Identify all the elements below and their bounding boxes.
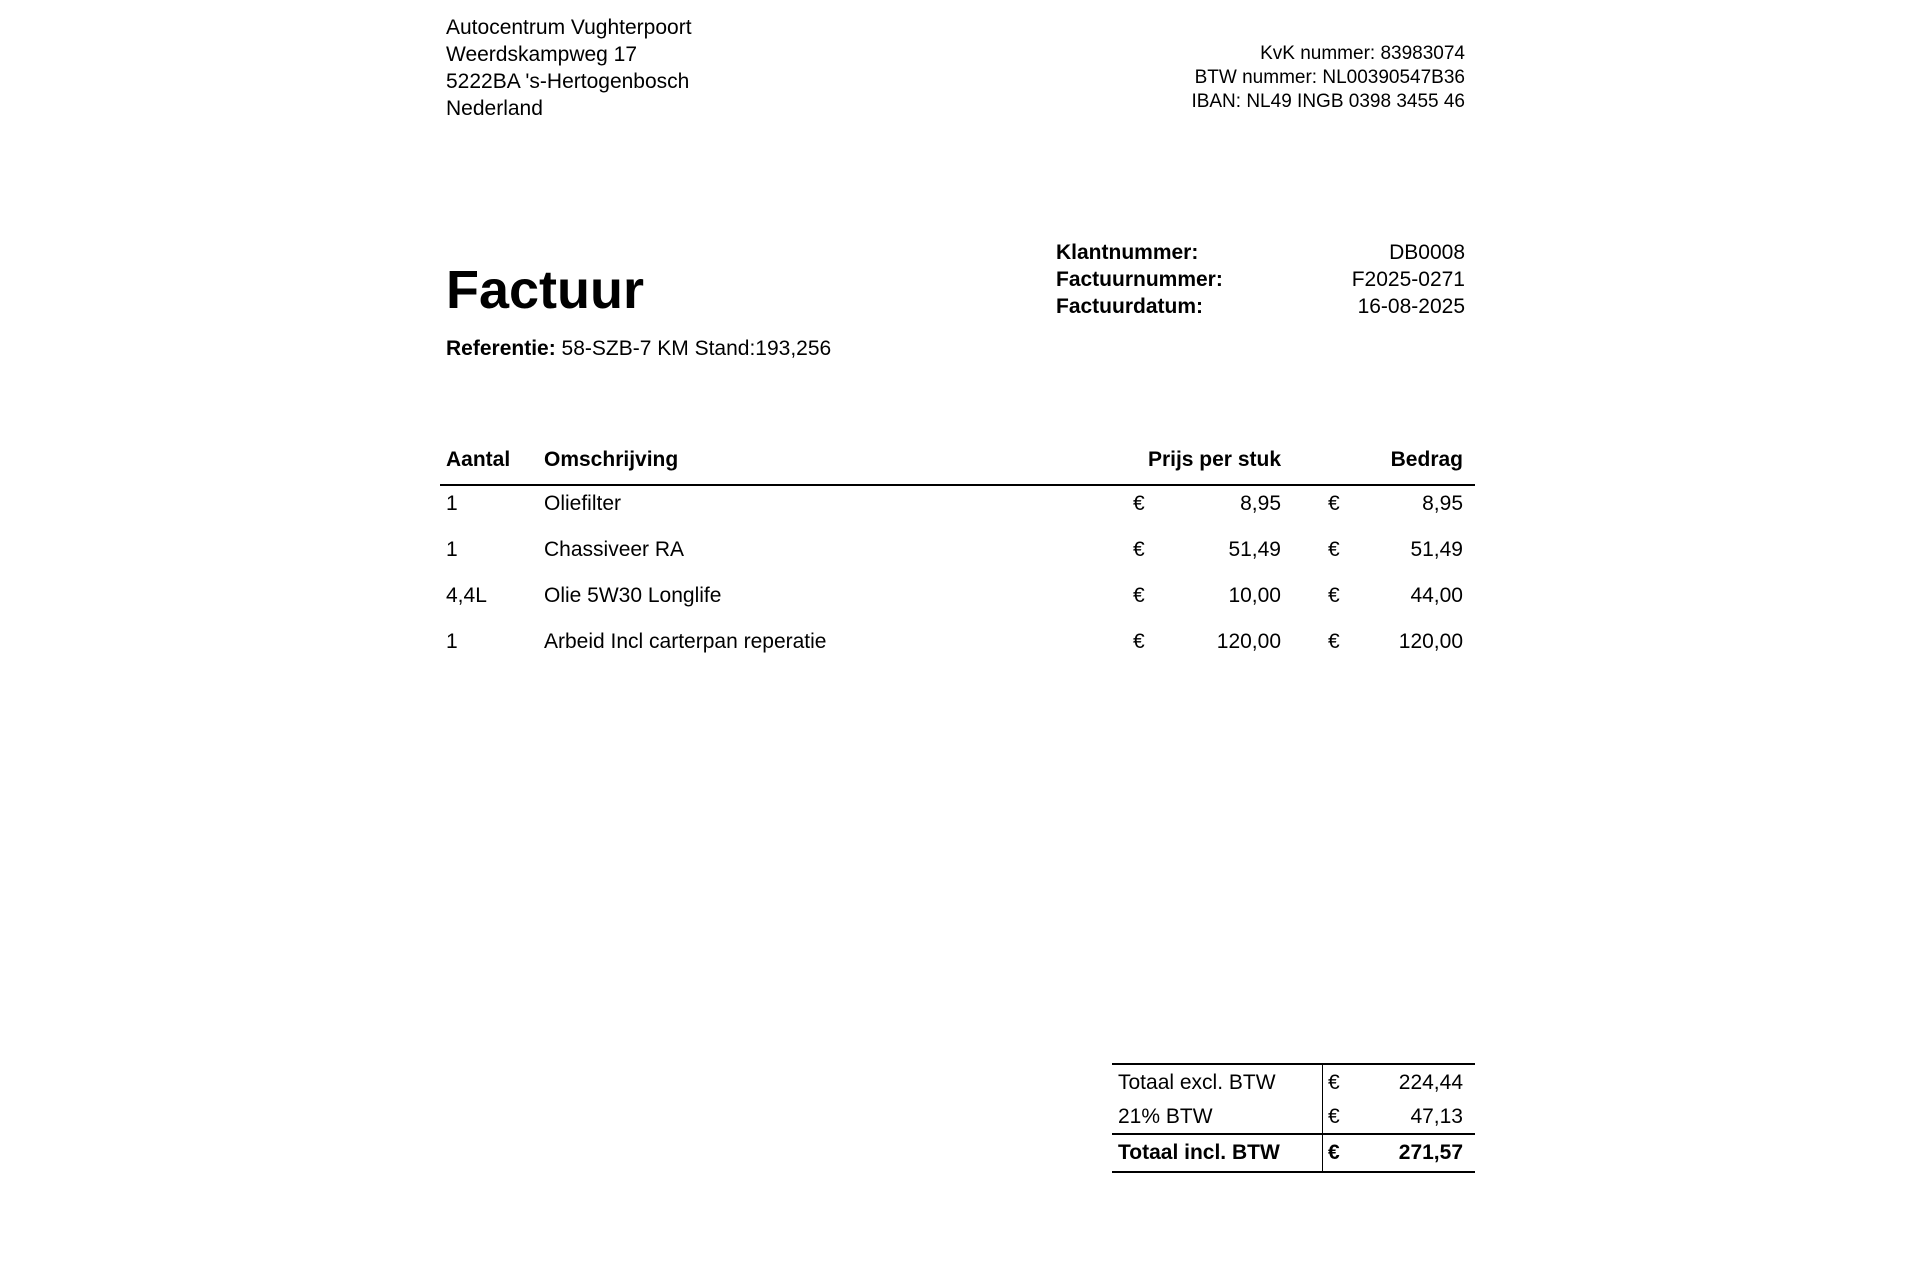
sender-name: Autocentrum Vughterpoort [446, 16, 692, 39]
totals-column-divider [1322, 1099, 1323, 1133]
invoice-number-value: F2025-0271 [1351, 268, 1465, 291]
header-description: Omschrijving [544, 448, 679, 471]
row-amount-currency: € [1328, 630, 1340, 653]
line-items-table [440, 444, 1475, 672]
reference-label: Referentie: [446, 337, 556, 360]
row-amount-currency: € [1328, 492, 1340, 515]
row-qty: 1 [446, 630, 458, 653]
vat-row [1112, 1099, 1475, 1133]
line-items-header [440, 444, 1475, 486]
invoice-date-value: 16-08-2025 [1357, 295, 1465, 318]
sender-postal-city: 5222BA 's-Hertogenbosch [446, 70, 690, 93]
row-qty: 1 [446, 492, 458, 515]
row-unit-price: 8,95 [1240, 492, 1281, 515]
table-row [440, 626, 1475, 672]
vat-label: 21% BTW [1118, 1105, 1213, 1128]
totals-column-divider [1322, 1135, 1323, 1171]
row-price-currency: € [1133, 538, 1145, 561]
header-amount: Bedrag [1390, 448, 1463, 471]
invoice-reference [446, 336, 831, 362]
row-description: Arbeid Incl carterpan reperatie [544, 630, 827, 653]
totals-block [1112, 1063, 1475, 1173]
sender-country: Nederland [446, 97, 543, 120]
total-incl-vat-value: 271,57 [1398, 1141, 1463, 1164]
vat-value: 47,13 [1410, 1105, 1463, 1128]
row-qty: 1 [446, 538, 458, 561]
row-price-currency: € [1133, 492, 1145, 515]
row-unit-price: 10,00 [1228, 584, 1281, 607]
row-amount: 51,49 [1410, 538, 1463, 561]
row-description: Olie 5W30 Longlife [544, 584, 722, 607]
total-incl-vat-currency: € [1328, 1141, 1340, 1164]
company-identifiers [1191, 42, 1465, 114]
meta-row-invoice-date [1056, 293, 1465, 320]
total-incl-vat-row [1112, 1133, 1475, 1173]
row-amount: 44,00 [1410, 584, 1463, 607]
row-price-currency: € [1133, 584, 1145, 607]
total-excl-vat-currency: € [1328, 1071, 1340, 1094]
header-unit-price: Prijs per stuk [1147, 448, 1281, 471]
row-unit-price: 120,00 [1216, 630, 1281, 653]
total-incl-vat-label: Totaal incl. BTW [1118, 1141, 1280, 1164]
sender-address [446, 14, 692, 122]
line-items-body [440, 486, 1475, 672]
invoice-number-label: Factuurnummer: [1056, 268, 1223, 291]
row-amount-currency: € [1328, 584, 1340, 607]
meta-row-customer-number [1056, 239, 1465, 266]
table-row [440, 534, 1475, 580]
row-description: Chassiveer RA [544, 538, 685, 561]
invoice-title: Factuur [446, 260, 645, 320]
row-description: Oliefilter [544, 492, 622, 515]
btw-number: BTW nummer: NL00390547B36 [1194, 67, 1465, 88]
reference-value: 58-SZB-7 KM Stand:193,256 [555, 337, 832, 360]
invoice-date-label: Factuurdatum: [1056, 295, 1203, 318]
row-amount: 120,00 [1398, 630, 1463, 653]
customer-number-value: DB0008 [1389, 241, 1465, 264]
table-row [440, 580, 1475, 626]
total-excl-vat-value: 224,44 [1398, 1071, 1463, 1094]
total-excl-vat-row [1112, 1065, 1475, 1099]
meta-row-invoice-number [1056, 266, 1465, 293]
invoice-meta [1056, 239, 1465, 320]
kvk-number: KvK nummer: 83983074 [1260, 43, 1465, 64]
row-amount: 8,95 [1422, 492, 1463, 515]
row-amount-currency: € [1328, 538, 1340, 561]
table-row [440, 488, 1475, 534]
row-price-currency: € [1133, 630, 1145, 653]
customer-number-label: Klantnummer: [1056, 241, 1199, 264]
sender-street: Weerdskampweg 17 [446, 43, 638, 66]
row-qty: 4,4L [446, 584, 487, 607]
totals-column-divider [1322, 1065, 1323, 1099]
header-qty: Aantal [446, 448, 511, 471]
vat-currency: € [1328, 1105, 1340, 1128]
iban-number: IBAN: NL49 INGB 0398 3455 46 [1191, 91, 1465, 112]
row-unit-price: 51,49 [1228, 538, 1281, 561]
total-excl-vat-label: Totaal excl. BTW [1118, 1071, 1276, 1094]
